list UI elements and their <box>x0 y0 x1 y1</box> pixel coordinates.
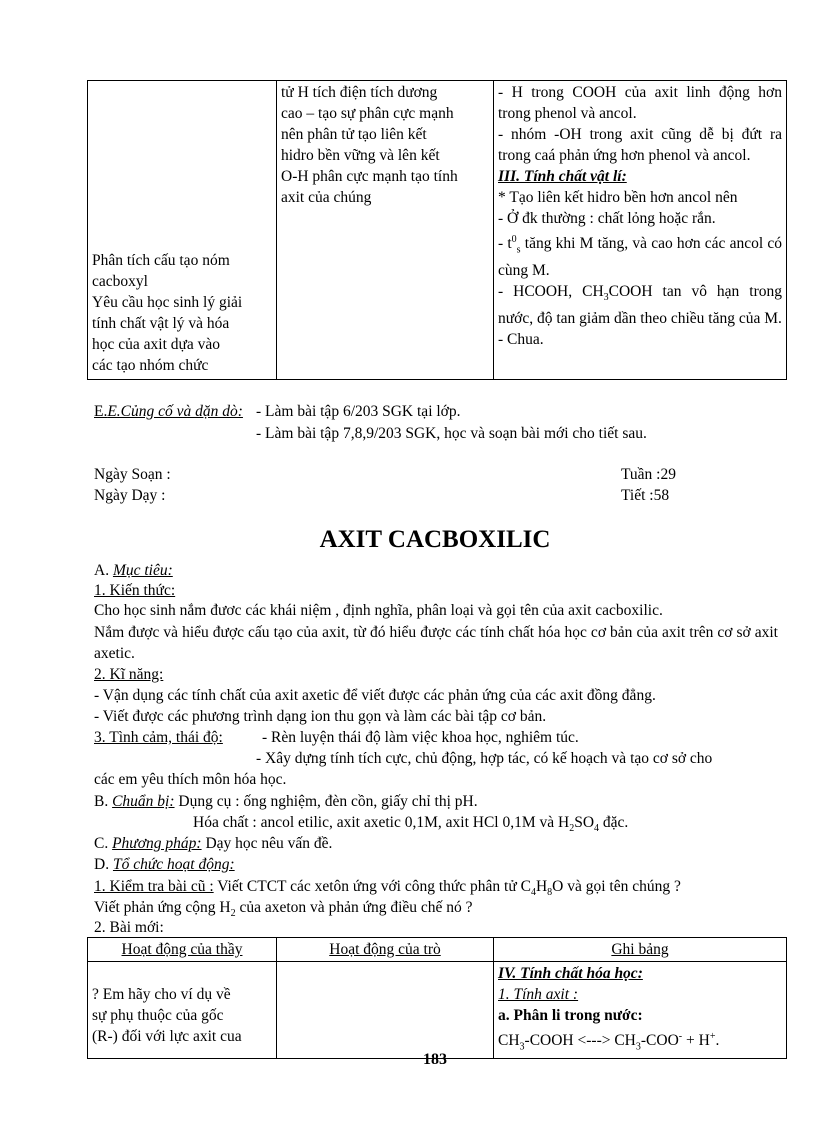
superscript: + <box>709 1031 716 1042</box>
week-label: Tuần :29 <box>621 466 676 483</box>
subscript: 3 <box>603 292 609 304</box>
superscript: 0 <box>511 234 517 245</box>
column-header <box>494 938 787 962</box>
attitude-heading: 3. Tình cảm, thái độ: <box>94 729 223 746</box>
list-item: Yêu cầu học sinh lý giải <box>92 294 243 311</box>
text: Hóa chất : ancol etilic, axit axetic 0,1M, axit HCl 0,1M và H <box>193 814 570 831</box>
text: -COOH <---> CH <box>524 1032 636 1050</box>
list-item: hidro bền vững và lên kết <box>281 147 440 164</box>
list-item: Phân tích cấu tạo nóm <box>92 252 230 269</box>
list-item: O-H phân cực mạnh tạo tính <box>281 168 458 185</box>
subscript: 4 <box>530 887 536 899</box>
label-text: Phương pháp: <box>112 835 202 852</box>
table-header-row <box>88 938 787 962</box>
note-line: - nhóm -OH trong axit cũng dễ bị đứt ra trong caá phản ứng hơn phenol và ancol. <box>498 126 782 164</box>
text: . <box>715 1032 720 1050</box>
text: - t <box>498 235 512 253</box>
text: tăng khi M tăng, và cao hơn các ancol có cùng M. <box>498 235 783 280</box>
list-item: ? Em hãy cho ví dụ về <box>92 986 231 1003</box>
note-line: - Chua. <box>498 331 544 349</box>
section-heading: III. Tính chất vật lí: <box>498 168 627 185</box>
subsection-heading: 1. Tính axit : <box>498 986 579 1003</box>
label-text: E.Củng cố và dặn dò: <box>107 403 243 420</box>
text: Viết phản ứng cộng H <box>94 899 231 916</box>
page-number: 183 <box>423 1051 447 1068</box>
activity-table <box>87 937 787 1059</box>
page-title: AXIT CACBOXILIC <box>319 526 551 553</box>
list-item: học của axit dựa vào <box>92 336 221 353</box>
consolidation-label: E.E.Củng cố và dặn dò: <box>94 403 243 420</box>
label-text: Mục tiêu: <box>112 562 173 579</box>
list-item: (R-) đối với lực axit cua <box>92 1028 242 1045</box>
prep-date-label: Ngày Soạn : <box>94 466 171 483</box>
organization-line <box>94 854 235 875</box>
subscript: 4 <box>594 823 600 835</box>
text: + H <box>682 1032 710 1050</box>
subsection-heading: a. Phân li trong nước: <box>498 1007 643 1024</box>
consolidation-item: - Làm bài tập 6/203 SGK tại lớp. <box>256 403 461 420</box>
skills-heading: 2. Kĩ năng: <box>94 666 164 683</box>
paragraph: - Vận dụng các tính chất của axit axetic để viết được các phản ứng của các axit đồng đẳng. <box>94 687 656 704</box>
paragraph: - Viết được các phương trình dạng ion thu gọn và làm các bài tập cơ bản. <box>94 708 547 725</box>
board-notes-cell <box>494 81 787 380</box>
note-line <box>498 281 782 329</box>
list-item: tử H tích điện tích dương <box>281 84 438 101</box>
new-lesson-label: 2. Bài mới: <box>94 919 164 936</box>
text: -COO <box>640 1032 679 1050</box>
text: O và gọi tên chúng ? <box>552 878 681 895</box>
label-text: 1. Kiểm tra bài cũ : <box>94 878 214 895</box>
text: A. <box>94 562 113 579</box>
column-header <box>277 938 494 962</box>
text: của axeton và phản ứng điều chế nó ? <box>235 899 473 916</box>
list-item: tính chất vật lý và hóa <box>92 315 230 332</box>
text: CH <box>498 1032 520 1050</box>
list-item: sự phụ thuộc của gốc <box>92 1007 224 1024</box>
text: COOH tan vô hạn trong nước, độ tan giảm dần theo chiều tăng của M. <box>498 283 782 328</box>
student-activity-cell <box>277 81 494 380</box>
board-notes-cell <box>494 962 787 1059</box>
subscript: 2 <box>230 908 236 920</box>
paragraph: - Rèn luyện thái độ làm việc khoa học, nghiêm túc. <box>262 729 579 746</box>
consolidation-section <box>94 401 243 422</box>
section-heading: IV. Tính chất hóa học: <box>498 965 643 982</box>
teacher-activity-cell <box>88 81 277 380</box>
teacher-activity-cell <box>88 962 277 1059</box>
list-item: cao – tạo sự phân cực mạnh <box>281 105 454 122</box>
subscript: 3 <box>635 1041 641 1053</box>
header-text: Hoạt động của thầy <box>121 941 243 958</box>
text: D. <box>94 856 113 873</box>
text: đặc. <box>599 814 629 831</box>
text: - HCOOH, CH <box>498 283 604 301</box>
subscript: 2 <box>569 823 575 835</box>
paragraph: Cho học sinh nắm đươc các khái niệm , định nghĩa, phân loại và gọi tên của axit cacboxilic. <box>94 602 663 619</box>
knowledge-heading: 1. Kiến thức: <box>94 582 176 599</box>
subscript: 8 <box>547 887 553 899</box>
label-text: Tổ chức hoạt động: <box>112 856 235 873</box>
list-item: nên phân tử tạo liên kết <box>281 126 427 143</box>
list-item: cacboxyl <box>92 273 148 290</box>
paragraph: Nắm được và hiểu được cấu tạo của axit, từ đó hiểu được các tính chất hóa học cơ bản của axit trên cơ sở axit axetic. <box>94 624 778 662</box>
subscript: s <box>516 244 521 256</box>
note-line <box>498 229 782 281</box>
list-item: các tạo nhóm chức <box>92 357 209 374</box>
text: C. <box>94 835 113 852</box>
text: Dạy học nêu vấn đề. <box>201 835 333 852</box>
teach-date-label: Ngày Dạy : <box>94 487 166 504</box>
superscript: - <box>678 1031 683 1042</box>
text: Dụng cụ : ống nghiệm, đèn cồn, giấy chỉ thị pH. <box>174 793 478 810</box>
subscript: 3 <box>519 1041 525 1053</box>
text: Viết CTCT các xetôn ứng với công thức phân tử C <box>213 878 531 895</box>
label-text: Chuẩn bị: <box>112 793 175 810</box>
consolidation-item: - Làm bài tập 7,8,9/203 SGK, học và soạn bài mới cho tiết sau. <box>256 425 647 442</box>
text: B. <box>94 793 113 810</box>
method-line <box>94 833 332 854</box>
paragraph: các em yêu thích môn hóa học. <box>94 771 287 788</box>
student-activity-cell <box>277 962 494 1059</box>
text: H <box>535 878 548 895</box>
note-line: * Tạo liên kết hidro bền hơn ancol nên <box>498 189 738 206</box>
note-line: - H trong COOH của axit linh động hơn trong phenol và ancol. <box>498 84 782 122</box>
period-label: Tiết :58 <box>621 487 670 504</box>
table-row <box>88 81 787 380</box>
text: SO <box>574 814 595 831</box>
objectives-heading <box>94 560 173 581</box>
activity-table-continued <box>87 80 787 380</box>
list-item: axit của chúng <box>281 189 372 206</box>
preparation-line <box>94 791 478 812</box>
table-row <box>88 962 787 1059</box>
header-text: Ghi bảng <box>611 941 669 958</box>
header-text: Hoạt động của trò <box>329 941 441 958</box>
column-header <box>88 938 277 962</box>
note-line: - Ở đk thường : chất lỏng hoặc rắn. <box>498 210 716 227</box>
paragraph: - Xây dựng tính tích cực, chủ động, hợp tác, có kế hoạch và tạo cơ sở cho <box>256 750 713 767</box>
